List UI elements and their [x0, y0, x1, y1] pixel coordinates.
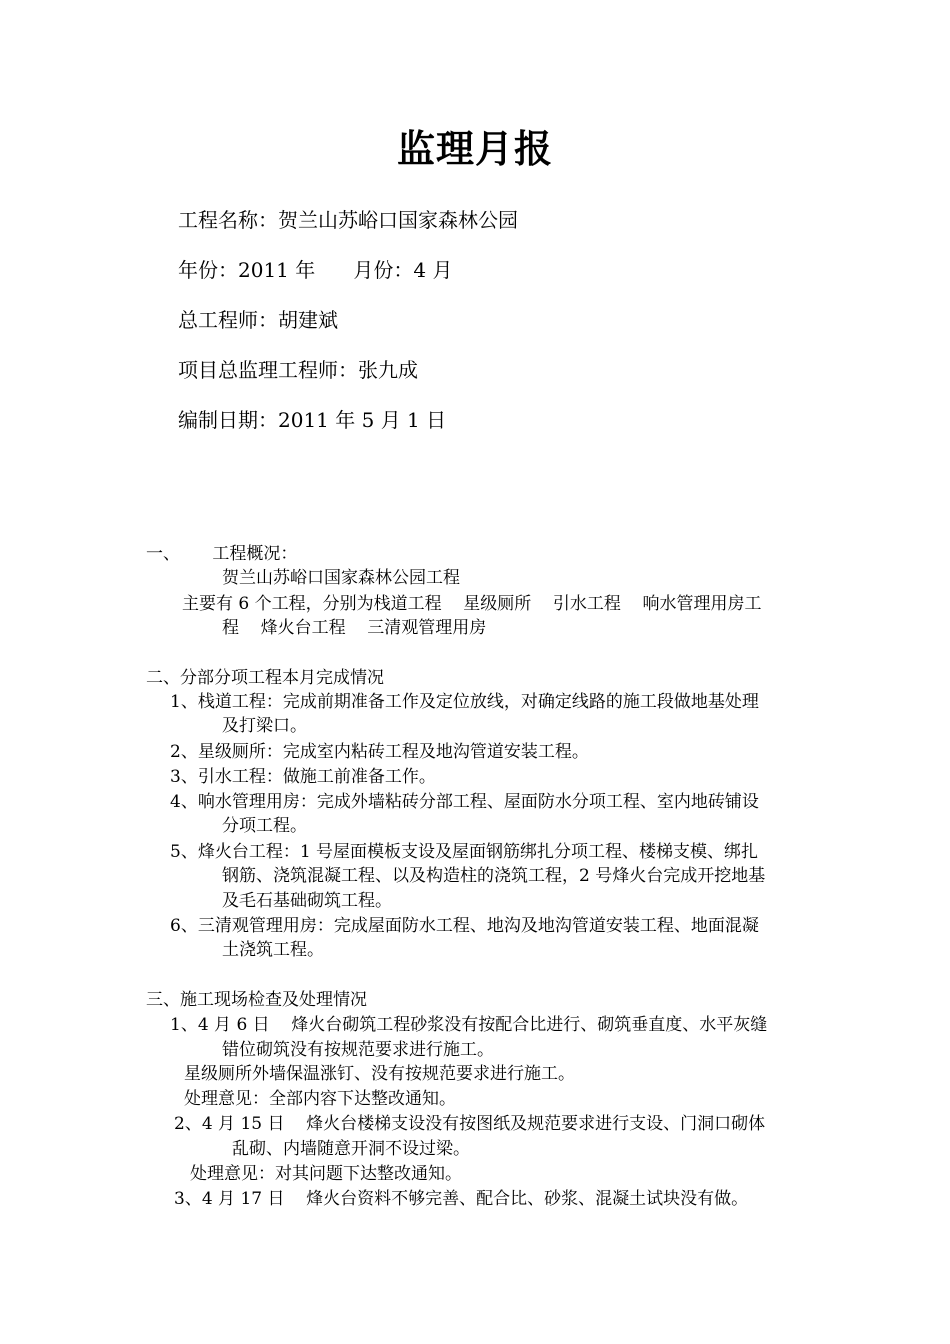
- section3-item1-line1: 1、4 月 6 日 烽火台砌筑工程砂浆没有按配合比进行、砌筑垂直度、水平灰缝: [170, 1015, 768, 1035]
- section3-item1-opinion: 处理意见：全部内容下达整改通知。: [184, 1089, 456, 1109]
- section2-item4-line2: 分项工程。: [222, 816, 307, 836]
- section2-heading: 二、分部分项工程本月完成情况: [146, 668, 384, 688]
- section1-line2: 程 烽火台工程 三清观管理用房: [222, 618, 487, 638]
- section3-heading: 三、施工现场检查及处理情况: [146, 990, 367, 1010]
- section3-item1-line2: 错位砌筑没有按规范要求进行施工。: [222, 1040, 494, 1060]
- section2-item6-line2: 土浇筑工程。: [222, 940, 324, 960]
- section2-item5-line2: 钢筋、浇筑混凝工程、以及构造柱的浇筑工程，2 号烽火台完成开挖地基: [222, 866, 766, 886]
- compiled-date: 编制日期：2011 年 5 月 1 日: [178, 408, 447, 432]
- section3-item3: 3、4 月 17 日 烽火台资料不够完善、配合比、砂浆、混凝土试块没有做。: [174, 1189, 749, 1209]
- section1-heading: 一、 工程概况：: [146, 544, 298, 564]
- section2-item1-line2: 及打梁口。: [222, 716, 307, 736]
- section2-item3: 3、引水工程：做施工前准备工作。: [170, 767, 436, 787]
- section2-item4-line1: 4、响水管理用房：完成外墙粘砖分部工程、屋面防水分项工程、室内地砖铺设: [170, 792, 759, 812]
- project-chief-supervisor: 项目总监理工程师：张九成: [178, 358, 418, 382]
- page-title: 监理月报: [396, 127, 553, 171]
- section3-item2-opinion: 处理意见：对其问题下达整改通知。: [190, 1164, 462, 1184]
- section3-item2-line2: 乱砌、内墙随意开洞不设过梁。: [232, 1139, 470, 1159]
- chief-engineer: 总工程师：胡建斌: [178, 308, 338, 332]
- section3-item1-line3: 星级厕所外墙保温涨钉、没有按规范要求进行施工。: [184, 1064, 575, 1084]
- section2-item1-line1: 1、栈道工程：完成前期准备工作及定位放线，对确定线路的施工段做地基处理: [170, 692, 759, 712]
- year-month: 年份：2011 年 月份：4 月: [178, 258, 453, 282]
- section2-item2: 2、星级厕所：完成室内粘砖工程及地沟管道安装工程。: [170, 742, 589, 762]
- section1-project: 贺兰山苏峪口国家森林公园工程: [222, 568, 460, 588]
- section2-item5-line3: 及毛石基础砌筑工程。: [222, 891, 392, 911]
- section3-item2-line1: 2、4 月 15 日 烽火台楼梯支设没有按图纸及规范要求进行支设、门洞口砌体: [174, 1114, 766, 1134]
- project-name: 工程名称：贺兰山苏峪口国家森林公园: [178, 208, 518, 232]
- section2-item6-line1: 6、三清观管理用房：完成屋面防水工程、地沟及地沟管道安装工程、地面混凝: [170, 916, 759, 936]
- section2-item5-line1: 5、烽火台工程：1 号屋面模板支设及屋面钢筋绑扎分项工程、楼梯支模、绑扎: [170, 842, 759, 862]
- section1-line1: 主要有 6 个工程，分别为栈道工程 星级厕所 引水工程 响水管理用房工: [182, 594, 762, 614]
